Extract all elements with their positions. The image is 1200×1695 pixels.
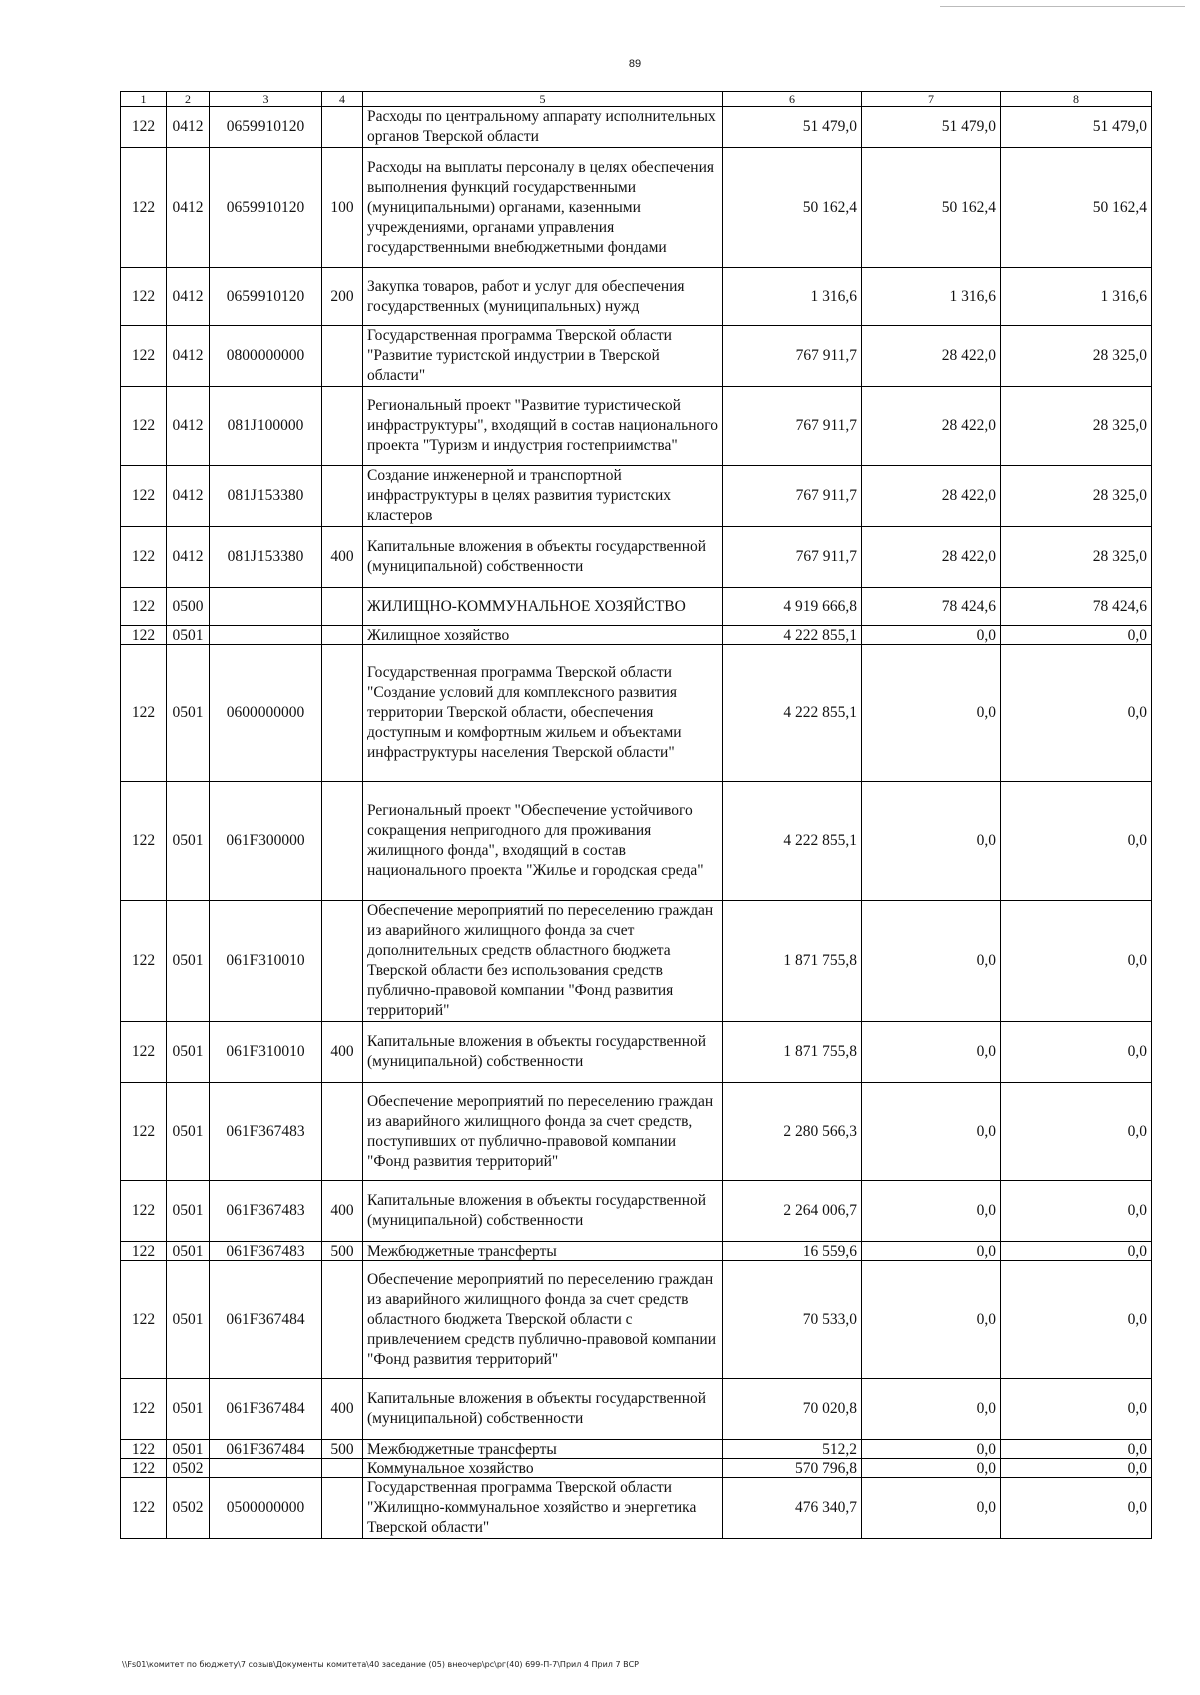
description-cell: Коммунальное хозяйство xyxy=(363,1459,723,1478)
amount-col8-cell: 51 479,0 xyxy=(1001,107,1152,148)
description-cell: Межбюджетные трансферты xyxy=(363,1440,723,1459)
amount-col7-cell: 0,0 xyxy=(862,1440,1001,1459)
table-row xyxy=(121,148,1152,268)
amount-col6-cell: 51 479,0 xyxy=(723,107,862,148)
expense-type-cell xyxy=(322,645,363,782)
table-row xyxy=(121,626,1152,645)
column-header: 7 xyxy=(862,92,1001,107)
amount-col6-cell: 50 162,4 xyxy=(723,148,862,268)
kvsr-cell: 122 xyxy=(121,626,167,645)
amount-col7-cell: 0,0 xyxy=(862,1242,1001,1261)
amount-col7-cell: 0,0 xyxy=(862,782,1001,901)
description-cell: Государственная программа Тверской области "Создание условий для комплексного развития территории Тверской области, обеспечения доступным и комфортным жильем и объектами инфраструктуры населения Тверской области" xyxy=(363,645,723,782)
target-article-cell: 081J153380 xyxy=(210,527,322,588)
section-cell: 0501 xyxy=(167,1242,210,1261)
table-row xyxy=(121,1261,1152,1379)
target-article-cell xyxy=(210,588,322,626)
expense-type-cell xyxy=(322,1261,363,1379)
amount-col6-cell: 4 222 855,1 xyxy=(723,645,862,782)
amount-col6-cell: 476 340,7 xyxy=(723,1478,862,1539)
amount-col8-cell: 0,0 xyxy=(1001,901,1152,1022)
expense-type-cell: 400 xyxy=(322,1379,363,1440)
amount-col6-cell: 4 919 666,8 xyxy=(723,588,862,626)
description-cell: Региональный проект "Обеспечение устойчивого сокращения непригодного для проживания жилищного фонда", входящий в состав национального проекта "Жилье и городская среда" xyxy=(363,782,723,901)
amount-col7-cell: 78 424,6 xyxy=(862,588,1001,626)
target-article-cell: 061F367483 xyxy=(210,1083,322,1181)
amount-col8-cell: 50 162,4 xyxy=(1001,148,1152,268)
expense-type-cell: 400 xyxy=(322,527,363,588)
column-header-row xyxy=(121,92,1152,107)
target-article-cell: 061F300000 xyxy=(210,782,322,901)
expense-type-cell: 200 xyxy=(322,268,363,326)
amount-col6-cell: 70 020,8 xyxy=(723,1379,862,1440)
target-article-cell: 0659910120 xyxy=(210,107,322,148)
table-row xyxy=(121,387,1152,466)
amount-col8-cell: 28 325,0 xyxy=(1001,466,1152,527)
amount-col7-cell: 0,0 xyxy=(862,1478,1001,1539)
amount-col8-cell: 28 325,0 xyxy=(1001,326,1152,387)
amount-col6-cell: 2 280 566,3 xyxy=(723,1083,862,1181)
target-article-cell: 061F310010 xyxy=(210,1022,322,1083)
section-cell: 0412 xyxy=(167,466,210,527)
column-header: 1 xyxy=(121,92,167,107)
amount-col8-cell: 0,0 xyxy=(1001,645,1152,782)
target-article-cell: 0800000000 xyxy=(210,326,322,387)
kvsr-cell: 122 xyxy=(121,645,167,782)
amount-col6-cell: 767 911,7 xyxy=(723,387,862,466)
amount-col7-cell: 0,0 xyxy=(862,1083,1001,1181)
section-cell: 0501 xyxy=(167,1379,210,1440)
kvsr-cell: 122 xyxy=(121,107,167,148)
section-cell: 0412 xyxy=(167,387,210,466)
amount-col6-cell: 1 871 755,8 xyxy=(723,1022,862,1083)
expense-type-cell: 500 xyxy=(322,1242,363,1261)
page-number: 89 xyxy=(628,58,642,70)
kvsr-cell: 122 xyxy=(121,1379,167,1440)
description-cell: Расходы на выплаты персоналу в целях обеспечения выполнения функций государственными (муниципальными) органами, казенными учреждениями, органами управления государственными внебюджетными фондами xyxy=(363,148,723,268)
amount-col8-cell: 28 325,0 xyxy=(1001,387,1152,466)
description-cell: Закупка товаров, работ и услуг для обеспечения государственных (муниципальных) нужд xyxy=(363,268,723,326)
amount-col6-cell: 4 222 855,1 xyxy=(723,626,862,645)
section-cell: 0501 xyxy=(167,645,210,782)
kvsr-cell: 122 xyxy=(121,1440,167,1459)
amount-col7-cell: 0,0 xyxy=(862,626,1001,645)
amount-col6-cell: 767 911,7 xyxy=(723,466,862,527)
table-row xyxy=(121,268,1152,326)
section-cell: 0501 xyxy=(167,626,210,645)
kvsr-cell: 122 xyxy=(121,466,167,527)
amount-col6-cell: 2 264 006,7 xyxy=(723,1181,862,1242)
amount-col7-cell: 0,0 xyxy=(862,1181,1001,1242)
amount-col6-cell: 16 559,6 xyxy=(723,1242,862,1261)
target-article-cell: 0500000000 xyxy=(210,1478,322,1539)
amount-col6-cell: 1 871 755,8 xyxy=(723,901,862,1022)
section-cell: 0412 xyxy=(167,527,210,588)
amount-col8-cell: 0,0 xyxy=(1001,782,1152,901)
kvsr-cell: 122 xyxy=(121,268,167,326)
amount-col8-cell: 0,0 xyxy=(1001,1459,1152,1478)
table-row xyxy=(121,1242,1152,1261)
target-article-cell: 081J153380 xyxy=(210,466,322,527)
kvsr-cell: 122 xyxy=(121,1459,167,1478)
column-header: 2 xyxy=(167,92,210,107)
table-row xyxy=(121,326,1152,387)
table-row xyxy=(121,1022,1152,1083)
description-cell: Обеспечение мероприятий по переселению граждан из аварийного жилищного фонда за счет дополнительных средств областного бюджета Тверской области без использования средств публично-правовой компании "Фонд развития территорий" xyxy=(363,901,723,1022)
target-article-cell: 061F367484 xyxy=(210,1379,322,1440)
description-cell: Капитальные вложения в объекты государственной (муниципальной) собственности xyxy=(363,1022,723,1083)
amount-col8-cell: 28 325,0 xyxy=(1001,527,1152,588)
description-cell: Создание инженерной и транспортной инфраструктуры в целях развития туристских кластеров xyxy=(363,466,723,527)
table-row xyxy=(121,1379,1152,1440)
amount-col8-cell: 78 424,6 xyxy=(1001,588,1152,626)
expense-type-cell xyxy=(322,326,363,387)
section-cell: 0412 xyxy=(167,268,210,326)
amount-col7-cell: 0,0 xyxy=(862,1022,1001,1083)
table-row xyxy=(121,1181,1152,1242)
column-header: 6 xyxy=(723,92,862,107)
kvsr-cell: 122 xyxy=(121,1478,167,1539)
expense-type-cell xyxy=(322,588,363,626)
description-cell: Обеспечение мероприятий по переселению граждан из аварийного жилищного фонда за счет средств областного бюджета Тверской области с привлечением средств публично-правовой компании "Фонд развития территорий" xyxy=(363,1261,723,1379)
expense-type-cell xyxy=(322,1478,363,1539)
column-header: 4 xyxy=(322,92,363,107)
description-cell: Расходы по центральному аппарату исполнительных органов Тверской области xyxy=(363,107,723,148)
table-row xyxy=(121,466,1152,527)
amount-col8-cell: 0,0 xyxy=(1001,1242,1152,1261)
expense-type-cell xyxy=(322,466,363,527)
target-article-cell: 061F367483 xyxy=(210,1242,322,1261)
amount-col6-cell: 767 911,7 xyxy=(723,527,862,588)
amount-col8-cell: 0,0 xyxy=(1001,1440,1152,1459)
target-article-cell: 061F367483 xyxy=(210,1181,322,1242)
kvsr-cell: 122 xyxy=(121,782,167,901)
section-cell: 0501 xyxy=(167,1181,210,1242)
target-article-cell: 081J100000 xyxy=(210,387,322,466)
amount-col6-cell: 70 533,0 xyxy=(723,1261,862,1379)
table-row xyxy=(121,1478,1152,1539)
table-row xyxy=(121,107,1152,148)
target-article-cell: 061F367484 xyxy=(210,1261,322,1379)
amount-col7-cell: 50 162,4 xyxy=(862,148,1001,268)
section-cell: 0501 xyxy=(167,1261,210,1379)
kvsr-cell: 122 xyxy=(121,1181,167,1242)
kvsr-cell: 122 xyxy=(121,326,167,387)
description-cell: ЖИЛИЩНО-КОММУНАЛЬНОЕ ХОЗЯЙСТВО xyxy=(363,588,723,626)
amount-col7-cell: 0,0 xyxy=(862,901,1001,1022)
amount-col7-cell: 0,0 xyxy=(862,1459,1001,1478)
column-header: 3 xyxy=(210,92,322,107)
section-cell: 0412 xyxy=(167,326,210,387)
table-row xyxy=(121,1440,1152,1459)
description-cell: Обеспечение мероприятий по переселению граждан из аварийного жилищного фонда за счет средств, поступивших от публично-правовой компании "Фонд развития территорий" xyxy=(363,1083,723,1181)
description-cell: Капитальные вложения в объекты государственной (муниципальной) собственности xyxy=(363,527,723,588)
table-row xyxy=(121,1083,1152,1181)
section-cell: 0501 xyxy=(167,1022,210,1083)
description-cell: Региональный проект "Развитие туристической инфраструктуры", входящий в состав национального проекта "Туризм и индустрия гостеприимства" xyxy=(363,387,723,466)
description-cell: Государственная программа Тверской области "Развитие туристской индустрии в Тверской области" xyxy=(363,326,723,387)
description-cell: Капитальные вложения в объекты государственной (муниципальной) собственности xyxy=(363,1181,723,1242)
amount-col7-cell: 28 422,0 xyxy=(862,527,1001,588)
table-row xyxy=(121,1459,1152,1478)
description-cell: Государственная программа Тверской области "Жилищно-коммунальное хозяйство и энергетика Тверской области" xyxy=(363,1478,723,1539)
section-cell: 0501 xyxy=(167,1083,210,1181)
table-row xyxy=(121,782,1152,901)
file-path-footer: \\Fs01\комитет по бюджету\7 созыв\Документы комитета\40 заседание (05) внеочер\рс\рг(40) 699-П-7\Прил 4 Прил 7 ВСР xyxy=(122,1660,639,1669)
target-article-cell: 0659910120 xyxy=(210,268,322,326)
table-row xyxy=(121,901,1152,1022)
table-row xyxy=(121,527,1152,588)
amount-col7-cell: 28 422,0 xyxy=(862,387,1001,466)
section-cell: 0412 xyxy=(167,107,210,148)
amount-col8-cell: 0,0 xyxy=(1001,1379,1152,1440)
expense-type-cell: 100 xyxy=(322,148,363,268)
kvsr-cell: 122 xyxy=(121,1083,167,1181)
kvsr-cell: 122 xyxy=(121,588,167,626)
amount-col7-cell: 0,0 xyxy=(862,1261,1001,1379)
amount-col6-cell: 570 796,8 xyxy=(723,1459,862,1478)
amount-col7-cell: 1 316,6 xyxy=(862,268,1001,326)
target-article-cell xyxy=(210,1459,322,1478)
amount-col7-cell: 0,0 xyxy=(862,645,1001,782)
section-cell: 0501 xyxy=(167,782,210,901)
target-article-cell: 061F367484 xyxy=(210,1440,322,1459)
amount-col8-cell: 0,0 xyxy=(1001,626,1152,645)
amount-col8-cell: 0,0 xyxy=(1001,1022,1152,1083)
section-cell: 0502 xyxy=(167,1478,210,1539)
expense-type-cell: 400 xyxy=(322,1181,363,1242)
expense-type-cell xyxy=(322,387,363,466)
amount-col8-cell: 1 316,6 xyxy=(1001,268,1152,326)
expense-type-cell xyxy=(322,1083,363,1181)
expense-type-cell: 500 xyxy=(322,1440,363,1459)
kvsr-cell: 122 xyxy=(121,901,167,1022)
kvsr-cell: 122 xyxy=(121,1242,167,1261)
amount-col8-cell: 0,0 xyxy=(1001,1261,1152,1379)
target-article-cell: 061F310010 xyxy=(210,901,322,1022)
section-cell: 0412 xyxy=(167,148,210,268)
amount-col7-cell: 0,0 xyxy=(862,1379,1001,1440)
expense-type-cell xyxy=(322,626,363,645)
amount-col6-cell: 1 316,6 xyxy=(723,268,862,326)
amount-col7-cell: 51 479,0 xyxy=(862,107,1001,148)
section-cell: 0501 xyxy=(167,901,210,1022)
kvsr-cell: 122 xyxy=(121,1261,167,1379)
description-cell: Капитальные вложения в объекты государственной (муниципальной) собственности xyxy=(363,1379,723,1440)
target-article-cell: 0659910120 xyxy=(210,148,322,268)
section-cell: 0502 xyxy=(167,1459,210,1478)
amount-col6-cell: 512,2 xyxy=(723,1440,862,1459)
amount-col8-cell: 0,0 xyxy=(1001,1083,1152,1181)
section-cell: 0500 xyxy=(167,588,210,626)
section-cell: 0501 xyxy=(167,1440,210,1459)
expense-type-cell xyxy=(322,107,363,148)
amount-col7-cell: 28 422,0 xyxy=(862,326,1001,387)
description-cell: Жилищное хозяйство xyxy=(363,626,723,645)
description-cell: Межбюджетные трансферты xyxy=(363,1242,723,1261)
table-row xyxy=(121,645,1152,782)
amount-col6-cell: 4 222 855,1 xyxy=(723,782,862,901)
amount-col8-cell: 0,0 xyxy=(1001,1478,1152,1539)
scan-edge-line xyxy=(940,6,1185,7)
target-article-cell: 0600000000 xyxy=(210,645,322,782)
column-header: 5 xyxy=(363,92,723,107)
expense-type-cell: 400 xyxy=(322,1022,363,1083)
amount-col8-cell: 0,0 xyxy=(1001,1181,1152,1242)
amount-col7-cell: 28 422,0 xyxy=(862,466,1001,527)
expense-type-cell xyxy=(322,901,363,1022)
budget-table xyxy=(120,91,1152,1539)
kvsr-cell: 122 xyxy=(121,527,167,588)
kvsr-cell: 122 xyxy=(121,1022,167,1083)
expense-type-cell xyxy=(322,782,363,901)
expense-type-cell xyxy=(322,1459,363,1478)
table-row xyxy=(121,588,1152,626)
kvsr-cell: 122 xyxy=(121,148,167,268)
kvsr-cell: 122 xyxy=(121,387,167,466)
column-header: 8 xyxy=(1001,92,1152,107)
target-article-cell xyxy=(210,626,322,645)
amount-col6-cell: 767 911,7 xyxy=(723,326,862,387)
